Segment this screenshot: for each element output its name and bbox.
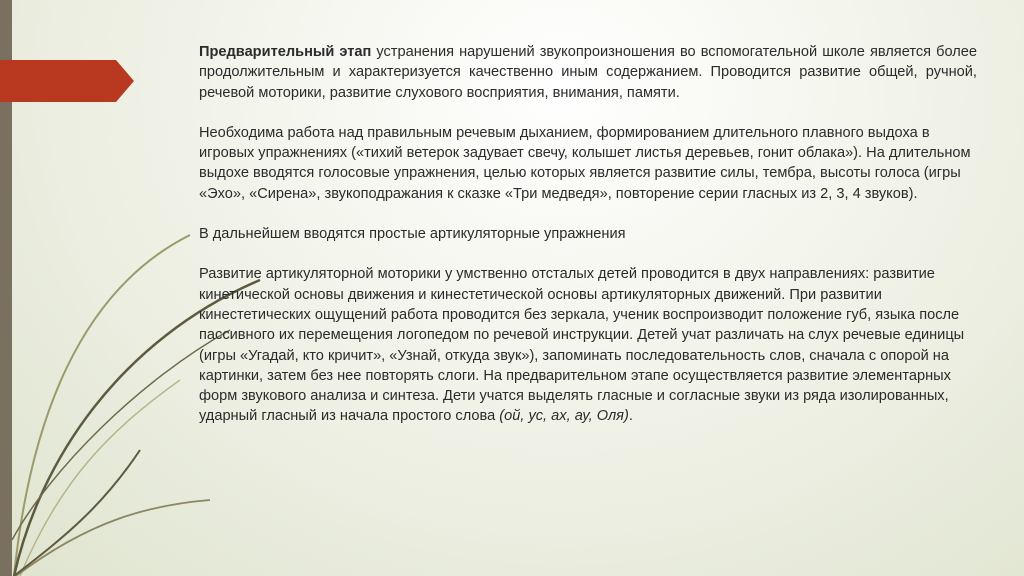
paragraph-4-end: . — [628, 408, 633, 425]
slide-body — [199, 42, 977, 447]
paragraph-4 — [199, 264, 977, 426]
paragraph-3: В дальнейшем вводятся простые артикуляторные упражнения — [199, 226, 626, 243]
bold-lead: Предварительный этап — [199, 44, 372, 60]
paragraph-2: Необходима работа над правильным речевым дыханием, формированием длительного плавного выдоха в игровых упражнениях («тихий ветерок задувает свечу, колышет листья деревьев, гонит облака»). На длительном выдохе вводятся голосовые упражнения, целью которых является развитие силы, тембра, высоты голоса (игры «Эхо», «Сирена», звукоподражания к сказке «Три медведя», повторение серии гласных из 2, 3, 4 звуков). — [199, 124, 971, 202]
italic-examples: (ой, ус, ах, ау, Оля) — [499, 408, 629, 425]
red-arrow-tab — [0, 60, 134, 102]
paragraph-1-text: устранения нарушений звукопроизношения во вспомогательной школе является более продолжительным и характеризуется качественно иным содержанием. Проводится развитие общей, ручной, речевой моторики, развитие слухового восприятия, внимания, памяти. — [199, 44, 977, 101]
paragraph-1 — [199, 42, 977, 103]
paragraph-4-text: Развитие артикуляторной моторики у умственно отсталых детей проводится в двух направлениях: развитие кинетической основы движения и кинестетической основы артикуляторных движений. При развитии кинестетических ощущений работа проводится без зеркала, ученик воспроизводит положение губ, языка после пассивного их перемещения логопедом по речевой инструкции. Детей учат различать на слух речевые единицы (игры «Угадай, кто кричит», «Узнай, откуда звук»), запоминать последовательность слов, сначала с опорой на картинки, затем без нее повторять слоги. На предварительном этапе осуществляется развитие элементарных форм звукового анализа и синтеза. Дети учатся выделять гласные и согласные звуки из ряда изолированных, ударный гласный из начала простого слова — [199, 266, 965, 425]
